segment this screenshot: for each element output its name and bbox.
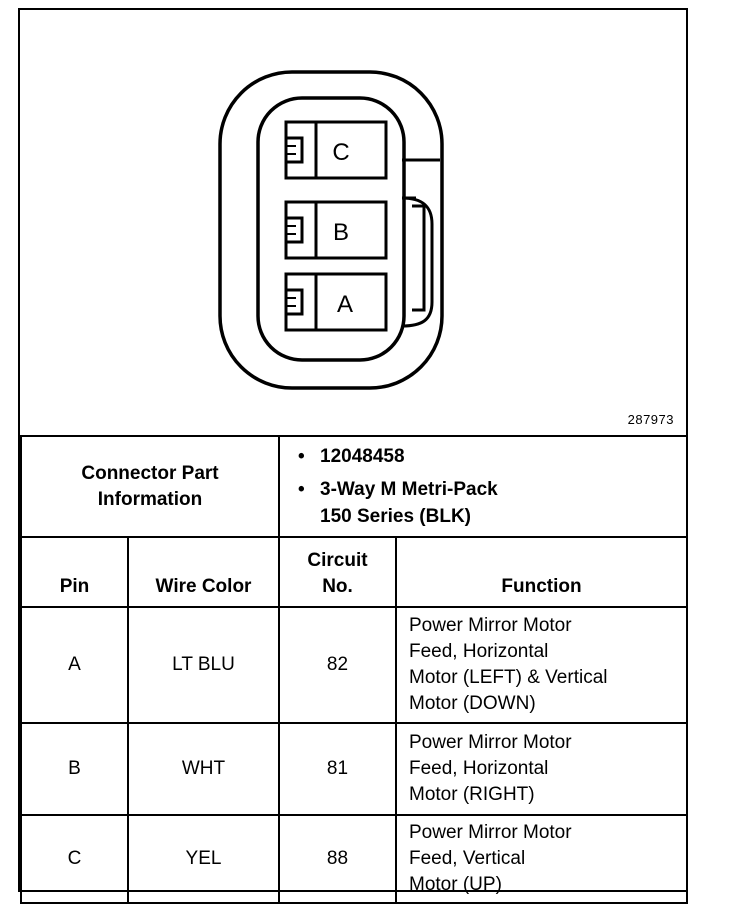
bullet: • xyxy=(298,446,305,467)
connector-part-label-line2: Information xyxy=(97,488,203,510)
circuit-cell: 82 xyxy=(279,607,396,723)
pin-cell: A xyxy=(21,607,128,723)
header-pin: Pin xyxy=(21,537,128,607)
connector-latch xyxy=(402,160,440,326)
wire-color-cell: LT BLU xyxy=(128,607,279,723)
part-description-line2: 150 Series (BLK) xyxy=(320,506,472,527)
figure-id: 287973 xyxy=(627,412,674,427)
function-line: Power Mirror Motor xyxy=(409,822,572,843)
header-wire-color: Wire Color xyxy=(128,537,279,607)
connector-part-values xyxy=(279,436,687,537)
part-number: 12048458 xyxy=(320,446,405,467)
header-circuit xyxy=(279,537,396,607)
function-line: Feed, Horizontal xyxy=(409,641,549,662)
connector-diagram xyxy=(20,10,686,435)
header-function: Function xyxy=(396,537,687,607)
function-cell xyxy=(396,723,687,815)
function-line: Motor (DOWN) xyxy=(409,693,536,714)
function-line: Power Mirror Motor xyxy=(409,615,572,636)
connector-info-table xyxy=(20,435,688,904)
cavity-label-c: C xyxy=(332,139,350,166)
circuit-cell: 88 xyxy=(279,815,396,903)
header-circuit-line2: No. xyxy=(322,576,353,597)
header-circuit-line1: Circuit xyxy=(307,550,368,571)
circuit-cell: 81 xyxy=(279,723,396,815)
part-description-line1: 3-Way M Metri-Pack xyxy=(320,479,498,500)
table-row xyxy=(21,723,687,815)
connector-part-label-line1: Connector Part xyxy=(81,462,219,484)
function-cell xyxy=(396,815,687,903)
function-line: Feed, Horizontal xyxy=(409,758,549,779)
cavity-label-a: A xyxy=(336,291,354,318)
table-row xyxy=(21,815,687,903)
function-line: Power Mirror Motor xyxy=(409,732,572,753)
document-frame xyxy=(18,8,688,895)
bullet: • xyxy=(298,479,305,500)
function-line: Motor (RIGHT) xyxy=(409,784,535,805)
wire-color-cell: YEL xyxy=(128,815,279,903)
connector-drawing xyxy=(20,10,686,435)
pin-cell: B xyxy=(21,723,128,815)
table-header-row xyxy=(21,537,687,607)
function-line: Motor (LEFT) & Vertical xyxy=(409,667,608,688)
function-line: Motor (UP) xyxy=(409,874,502,895)
function-line: Feed, Vertical xyxy=(409,848,526,869)
cavity-label-b: B xyxy=(332,219,350,246)
part-number-item xyxy=(298,443,686,470)
connector-part-row xyxy=(21,436,687,537)
pin-cell: C xyxy=(21,815,128,903)
table-row xyxy=(21,607,687,723)
part-description-item xyxy=(298,476,686,530)
connector-part-label xyxy=(21,436,279,537)
function-cell xyxy=(396,607,687,723)
wire-color-cell: WHT xyxy=(128,723,279,815)
